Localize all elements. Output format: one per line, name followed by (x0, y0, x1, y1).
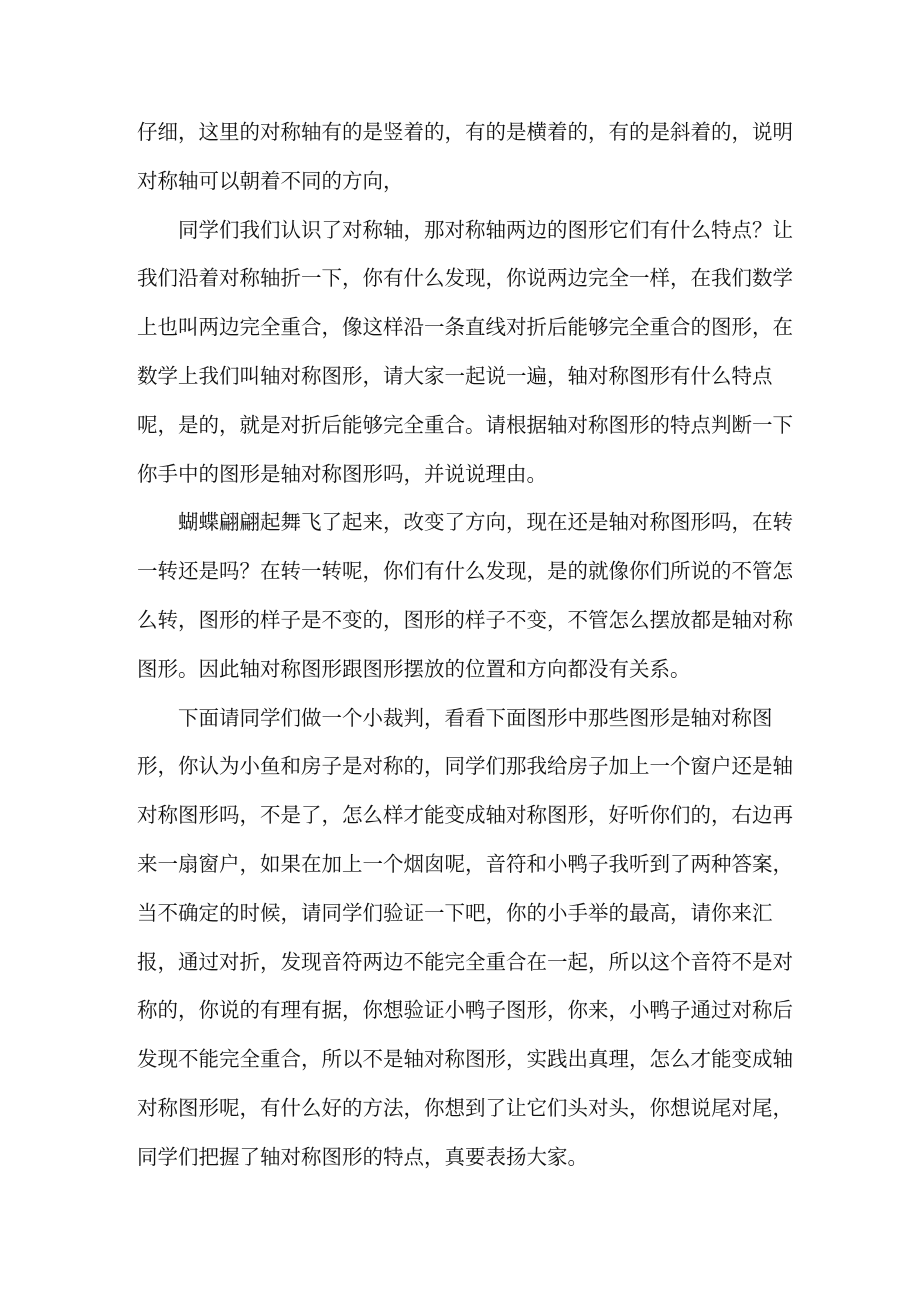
document-body (137, 108, 795, 1182)
paragraph-1: 仔细，这里的对称轴有的是竖着的，有的是横着的，有的是斜着的，说明对称轴可以朝着不同的方向， (137, 120, 793, 193)
paragraph-2: 同学们我们认识了对称轴，那对称轴两边的图形它们有什么特点？让我们沿着对称轴折一下，你有什么发现，你说两边完全一样，在我们数学上也叫两边完全重合，像这样沿一条直线对折后能够完全重合的图形，在数学上我们叫轴对称图形，请大家一起说一遍，轴对称图形有什么特点呢，是的，就是对折后能够完全重合。请根据轴对称图形的特点判断一下你手中的图形是轴对称图形吗，并说说理由。 (137, 217, 793, 486)
paragraph-4: 下面请同学们做一个小裁判，看看下面图形中那些图形是轴对称图形，你认为小鱼和房子是对称的，同学们那我给房子加上一个窗户还是轴对称图形吗，不是了，怎么样才能变成轴对称图形，好听你们的，右边再来一扇窗户，如果在加上一个烟囱呢，音符和小鸭子我听到了两种答案，当不确定的时候，请同学们验证一下吧，你的小手举的最高，请你来汇报，通过对折，发现音符两边不能完全重合在一起，所以这个音符不是对称的，你说的有理有据，你想验证小鸭子图形，你来，小鸭子通过对称后发现不能完全重合，所以不是轴对称图形，实践出真理，怎么才能变成轴对称图形呢，有什么好的方法，你想到了让它们头对头，你想说尾对尾，同学们把握了轴对称图形的特点，真要表扬大家。 (137, 705, 793, 1169)
paragraph-3: 蝴蝶翩翩起舞飞了起来，改变了方向，现在还是轴对称图形吗，在转一转还是吗？在转一转呢，你们有什么发现，是的就像你们所说的不管怎么转，图形的样子是不变的，图形的样子不变，不管怎么摆放都是轴对称图形。因此轴对称图形跟图形摆放的位置和方向都没有关系。 (137, 510, 793, 681)
